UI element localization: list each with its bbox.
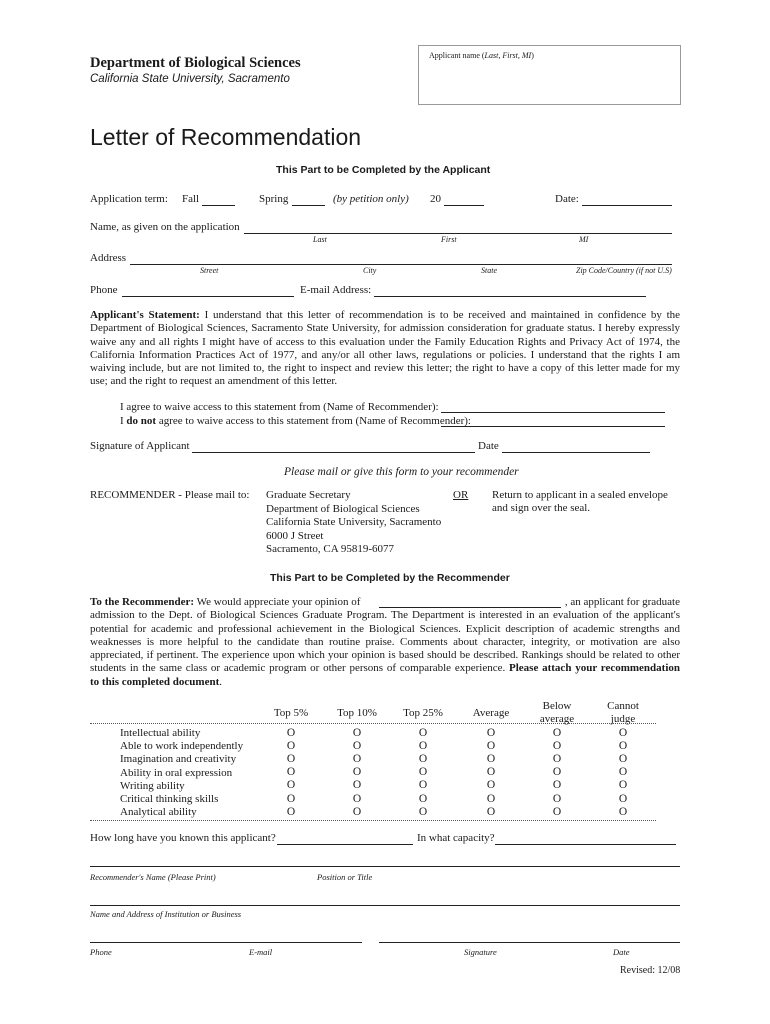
name-label: Name, as given on the application [90,221,240,233]
date-label-top: Date: [555,193,579,205]
col-cannot-judge: Cannot judge [607,700,639,725]
phone-label: Phone [90,284,118,296]
applicant-name-box[interactable] [418,45,681,105]
year-field[interactable] [444,205,484,206]
mail-address-line: California State University, Sacramento [266,516,442,528]
address-field[interactable] [130,264,672,265]
position-title-label: Position or Title [317,872,373,882]
rating-radio[interactable]: O [486,779,496,792]
department-name: Department of Biological Sciences [90,55,301,71]
ratings-bottom-rule [90,820,656,821]
waiver-disagree-field[interactable] [441,426,665,427]
capacity-label: In what capacity? [417,832,495,844]
rating-radio[interactable]: O [286,766,296,779]
addr-sub-city: City [363,266,377,275]
footer-signature-label: Signature [464,947,497,957]
rating-radio[interactable]: O [352,752,362,765]
phone-email-field[interactable] [90,942,362,943]
recommender-name-label: Recommender's Name (Please Print) [90,872,216,882]
name-field[interactable] [244,233,672,234]
ability-label: Critical thinking skills [120,793,219,805]
footer-email-label: E-mail [249,947,273,957]
petition-note: (by petition only) [333,193,409,205]
how-long-field[interactable] [277,844,413,845]
email-field[interactable] [374,296,646,297]
rating-radio[interactable]: O [418,726,428,739]
rating-radio[interactable]: O [552,726,562,739]
applicant-statement: Applicant's Statement: I understand that this letter of recommendation is to be received and maintained in confidence by the Department of Biological Sciences, Sacramento State University, for admission consideration for graduate status. I hereby expressly waive any and all rights I might have of access to this evaluation under the Family Education Rights and Privacy Act of 1974, the California Information Practices Act of 1977, and any/or all other laws, regulations or policies. I understand that the rights I am waiving include, but are not limited to, the right to inspect and review this letter; the right to have a copy of this letter made for my use; and the right to request an amendment of this letter. [90,309,681,388]
mail-address-block [266,489,441,557]
ratings-header-rule [90,723,656,724]
applicant-name-box-label: Applicant name (Last, First, MI) [429,51,534,60]
applicant-signature-date-field[interactable] [502,452,650,453]
col-top25: Top 25% [403,707,443,719]
mail-address-line: Sacramento, CA 95819-6077 [266,543,395,555]
mail-address-line: 6000 J Street [266,529,324,542]
rating-radio[interactable]: O [552,739,562,752]
rating-radio[interactable]: O [418,739,428,752]
ability-label: Intellectual ability [120,727,201,739]
rating-radio[interactable]: O [352,805,362,818]
recommender-instructions: To the Recommender: We would appreciate your opinion of , an applicant for graduate admission to the Dept. of Biological Sciences Graduate Program. The Department is interested in an evaluation of the applicant's potential for academic and professional achievement in the Biological Sciences. Explicit description of academic strengths and weaknesses is more helpful to the candidate than routine praise. Comments about character, integrity, or motivation are also appreciated, if pertinent. The experience upon which your opinion is based should be described. Rankings should be related to other students in the same class or academic program or other persons of comparable experience. Please attach your recommendation to this completed document. [90,596,681,688]
rating-radio[interactable]: O [552,752,562,765]
waiver-agree-field[interactable] [441,412,665,413]
rating-radio[interactable]: O [352,779,362,792]
rating-radio[interactable]: O [352,766,362,779]
or-label: OR [453,489,469,501]
rating-radio[interactable]: O [618,739,628,752]
rating-radio[interactable]: O [286,739,296,752]
applicant-of-field[interactable] [379,607,561,608]
rating-radio[interactable]: O [352,739,362,752]
rating-radio[interactable]: O [418,766,428,779]
waiver-disagree-text: I do not agree to waive access to this statement from (Name of Recommender): [120,415,471,427]
application-term-label: Application term: [90,193,168,205]
fall-label: Fall [182,193,200,205]
spring-field[interactable] [292,205,325,206]
rating-radio[interactable]: O [486,792,496,805]
return-to-applicant-line2: and sign over the seal. [492,502,591,514]
university-name: California State University, Sacramento [90,73,290,85]
rating-radio[interactable]: O [618,805,628,818]
signature-date-field[interactable] [379,942,680,943]
ability-label: Ability in oral expression [120,766,233,779]
rating-radio[interactable]: O [618,792,628,805]
rating-radio[interactable]: O [286,752,296,765]
rating-radio[interactable]: O [286,805,296,818]
rating-radio[interactable]: O [618,726,628,739]
mail-address-line: Department of Biological Sciences [266,502,420,515]
ability-label: Imagination and creativity [120,753,237,766]
rating-radio[interactable]: O [286,779,296,792]
applicant-signature-date-label: Date [478,440,499,452]
ability-label: Analytical ability [120,806,197,819]
rating-radio[interactable]: O [618,752,628,765]
col-average: Average [472,707,510,719]
name-sub-last: Last [313,235,327,244]
rating-radio[interactable]: O [552,779,562,792]
recommender-section-heading: This Part to be Completed by the Recommender [270,572,510,584]
col-top5: Top 5% [273,707,309,719]
rating-radio[interactable]: O [486,739,496,752]
spring-label: Spring [259,193,289,205]
date-field-top[interactable] [582,205,672,206]
return-to-applicant-line1: Return to applicant in a sealed envelope [492,489,668,501]
rating-radio[interactable]: O [352,792,362,805]
revised-date: Revised: 12/08 [620,965,681,976]
rating-radio[interactable]: O [418,792,428,805]
rating-radio[interactable]: O [418,805,428,818]
phone-field[interactable] [122,296,294,297]
mail-instruction: Please mail or give this form to your recommender [284,466,519,478]
capacity-field[interactable] [495,844,676,845]
applicant-signature-label: Signature of Applicant [90,440,190,452]
footer-date-label: Date [613,947,630,957]
institution-field[interactable] [90,905,680,906]
mail-address-line: Graduate Secretary [266,489,351,501]
ability-label: Writing ability [120,779,185,792]
addr-sub-zip: Zip Code/Country (if not U.S) [576,266,672,275]
recommender-name-field[interactable] [90,866,680,867]
rating-radio[interactable]: O [352,726,362,739]
addr-sub-street: Street [200,266,219,275]
rating-radio[interactable]: O [552,792,562,805]
name-sub-mi: MI [579,235,589,244]
applicant-signature-field[interactable] [192,452,475,453]
rating-radio[interactable]: O [552,805,562,818]
rating-radio[interactable]: O [618,779,628,792]
rating-radio[interactable]: O [286,726,296,739]
address-label: Address [90,252,127,264]
rating-radio[interactable]: O [486,752,496,765]
rating-radio[interactable]: O [418,752,428,765]
col-below-average: Below average [539,700,575,725]
page-title: Letter of Recommendation [90,124,362,150]
how-long-label: How long have you known this applicant? [90,832,276,844]
year-prefix: 20 [430,193,441,205]
institution-label: Name and Address of Institution or Business [90,909,242,919]
col-top10: Top 10% [337,707,377,719]
rating-radio[interactable]: O [418,779,428,792]
rating-radio[interactable]: O [486,805,496,818]
name-sub-first: First [441,235,457,244]
rating-radio[interactable]: O [286,792,296,805]
footer-phone-label: Phone [90,947,112,957]
applicant-section-heading: This Part to be Completed by the Applicant [276,164,491,176]
rating-radio[interactable]: O [486,726,496,739]
recommender-mail-label: RECOMMENDER - Please mail to: [90,489,250,501]
rating-radio[interactable]: O [552,766,562,779]
addr-sub-state: State [481,266,497,275]
rating-radio[interactable]: O [486,766,496,779]
email-label: E-mail Address: [300,284,372,296]
fall-field[interactable] [202,205,235,206]
ability-label: Able to work independently [120,740,244,753]
waiver-agree-text: I agree to waive access to this statement from (Name of Recommender): [120,401,439,413]
rating-radio[interactable]: O [618,766,628,779]
